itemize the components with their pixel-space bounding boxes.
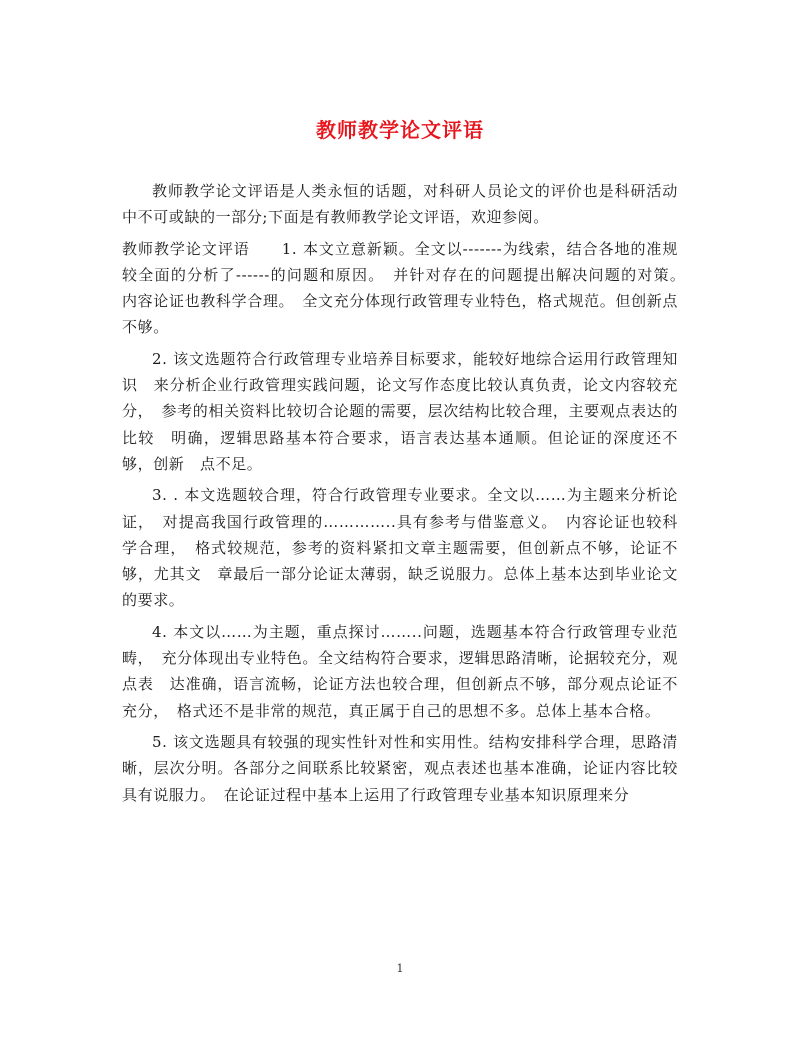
page-number: 1 [396, 962, 404, 975]
document-body [122, 178, 694, 813]
paragraph-intro: 教师教学论文评语是人类永恒的话题，对科研人员论文的评价也是科研活动中不可或缺的一部分;下面是有教师教学论文评语，欢迎参阅。 [122, 182, 678, 227]
paragraph-item-3: 3. . 本文选题较合理，符合行政管理专业要求。全文以……为主题来分析论证， 对提高我国行政管理的…………..具有参考与借鉴意义。 内容论证也较科学合理， 格式较规范，参考的资料紧扣文章主题需要，但创新点不够，论证不够，尤其文 章最后一部分论证太薄弱，缺乏说服力。总体上基本达到毕业论文的要求。 [122, 486, 678, 610]
paragraph-item-1: 教师教学论文评语 1. 本文立意新颖。全文以-------为线索，结合各地的准规较全面的分析了------的问题和原因。 并针对存在的问题提出解决问题的对策。 内容论证也教科学合理。 全文充分体现行政管理专业特色，格式规范。但创新点不够。 [122, 239, 694, 337]
document-title: 教师教学论文评语 [316, 118, 484, 142]
paragraph-item-2: 2. 该文选题符合行政管理专业培养目标要求，能较好地综合运用行政管理知识 来分析企业行政管理实践问题，论文写作态度比较认真负责，论文内容较充分， 参考的相关资料比较切合论题的需要，层次结构比较合理，主要观点表达的比较 明确，逻辑思路基本符合要求，语言表达基本通顺。但论证的深度还不够，创新 点不足。 [122, 349, 678, 473]
paragraph-item-5: 5. 该文选题具有较强的现实性针对性和实用性。结构安排科学合理，思路清 晰，层次分明。各部分之间联系比较紧密，观点表述也基本准确，论证内容比较 具有说服力。 在论证过程中基本上运用了行政管理专业基本知识原理来分 [122, 732, 694, 804]
paragraph-item-4: 4. 本文以……为主题，重点探讨……..问题，选题基本符合行政管理专业范畴， 充分体现出专业特色。全文结构符合要求，逻辑思路清晰，论据较充分，观点表 达准确，语言流畅，论证方法也较合理，但创新点不够，部分观点论证不充分， 格式还不是非常的规范，真正属于自己的思想不多。总体上基本合格。 [122, 622, 678, 720]
